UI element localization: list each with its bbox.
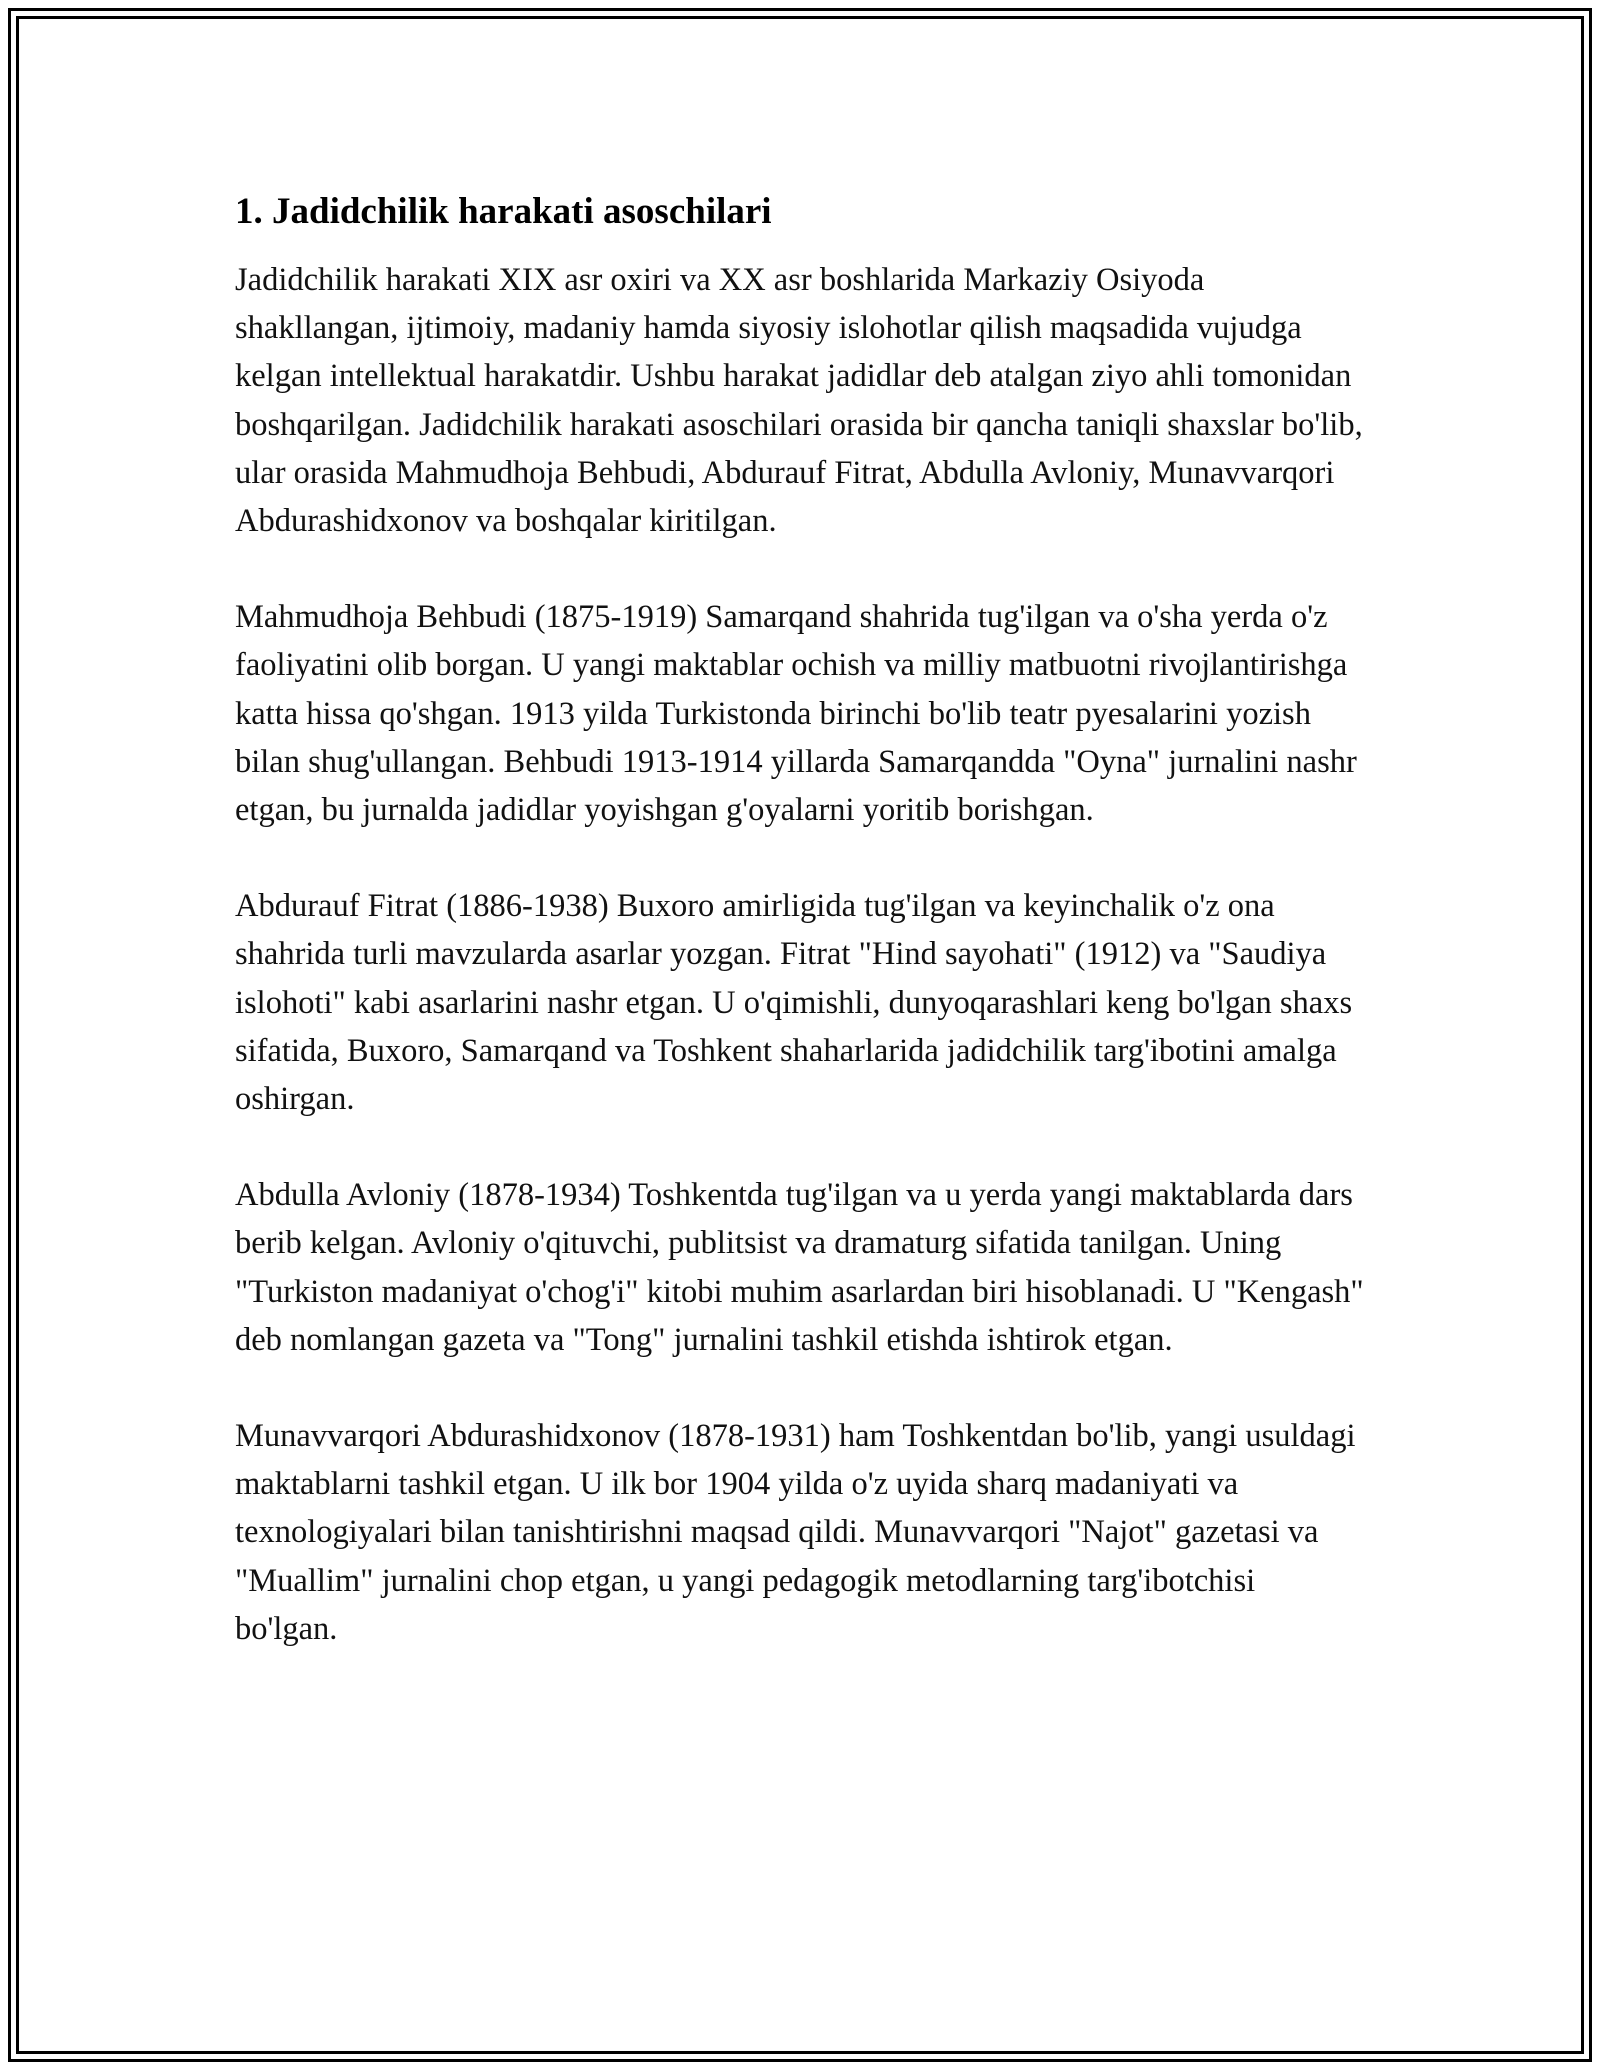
paragraph-munavvarqori: Munavvarqori Abdurashidxonov (1878-1931) ham Toshkentdan bo'lib, yangi usuldagi maktablarni tashkil etgan. U ilk bor 1904 yilda o'z uyida sharq madaniyati va texnologiyalari bilan tanishtirishni maqsad qildi. Munavvarqori "Najot" gazetasi va "Muallim" jurnalini chop etgan, u yangi pedagogik metodlarning targ'ibotchisi bo'lgan. bbox=[235, 1418, 1356, 1647]
paragraph-behbudi: Mahmudhoja Behbudi (1875-1919) Samarqand shahrida tug'ilgan va o'sha yerda o'z faoliyatini olib borgan. U yangi maktablar ochish va milliy matbuotni rivojlantirishga katta hissa qo'shgan. 1913 yilda Turkistonda birinchi bo'lib teatr pyesalarini yozish bilan shug'ullangan. Behbudi 1913-1914 yillarda Samarqandda "Oyna" jurnalini nashr etgan, bu jurnalda jadidlar yoyishgan g'oyalarni yoritib borishgan. bbox=[235, 599, 1357, 829]
paragraph-avloniy: Abdulla Avloniy (1878-1934) Toshkentda tug'ilgan va u yerda yangi maktablarda dars berib kelgan. Avloniy o'qituvchi, publitsist va dramaturg sifatida tanilgan. Uning "Turkiston madaniyat o'chog'i" kitobi muhim asarlardan biri hisoblanadi. U "Kengash" deb nomlangan gazeta va "Tong" jurnalini tashkil etishda ishtirok etgan. bbox=[235, 1177, 1364, 1358]
document-body bbox=[235, 188, 1365, 1701]
paragraph-fitrat: Abdurauf Fitrat (1886-1938) Buxoro amirligida tug'ilgan va keyinchalik o'z ona shahrida turli mavzularda asarlar yozgan. Fitrat "Hind sayohati" (1912) va "Saudiya islohoti" kabi asarlarini nashr etgan. U o'qimishli, dunyoqarashlari keng bo'lgan shaxs sifatida, Buxoro, Samarqand va Toshkent shaharlarida jadidchilik targ'ibotini amalga oshirgan. bbox=[235, 888, 1353, 1118]
section-title: 1. Jadidchilik harakati asoschilari bbox=[235, 191, 772, 232]
paragraph-intro: Jadidchilik harakati XIX asr oxiri va XX asr boshlarida Markaziy Osiyoda shakllangan, ijtimoiy, madaniy hamda siyosiy islohotlar qilish maqsadida vujudga kelgan intellektual harakatdir. Ushbu harakat jadidlar deb atalgan ziyo ahli tomonidan boshqarilgan. Jadidchilik harakati asoschilari orasida bir qancha taniqli shaxslar bo'lib, ular orasida Mahmudhoja Behbudi, Abdurauf Fitrat, Abdulla Avloniy, Munavvarqori Abdurashidxonov va boshqalar kiritilgan. bbox=[235, 262, 1363, 540]
